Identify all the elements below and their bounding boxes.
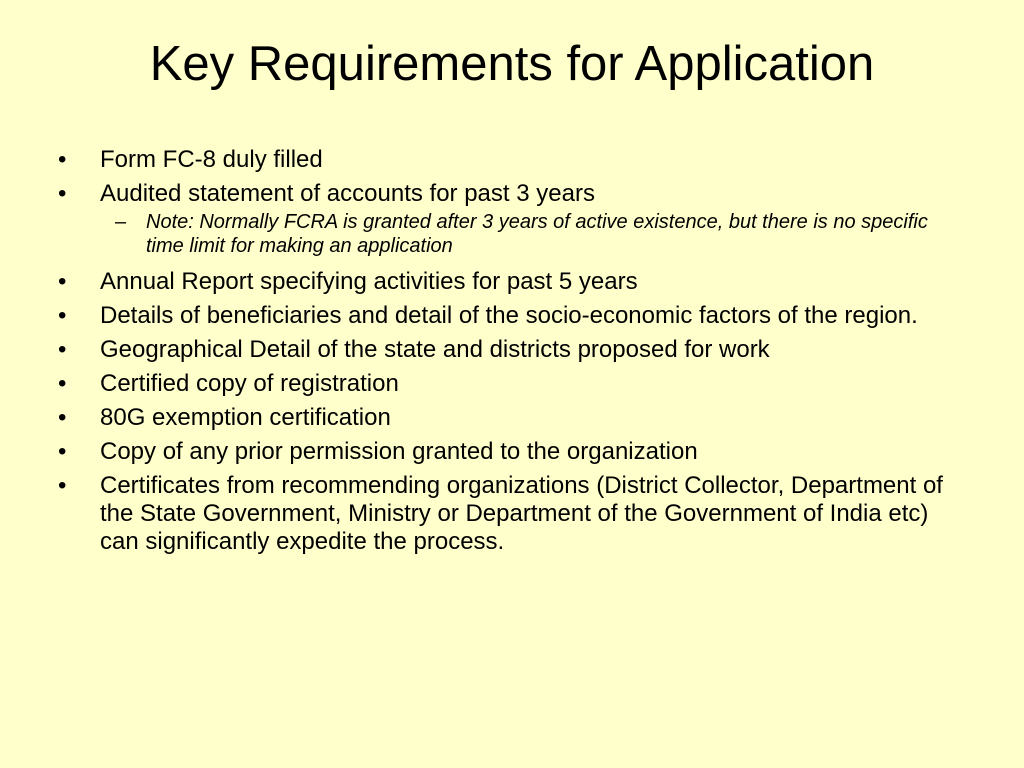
slide-title: Key Requirements for Application xyxy=(149,37,875,91)
bullet-icon: • xyxy=(58,336,67,363)
list-item xyxy=(58,438,968,466)
list-item-text: 80G exemption certification xyxy=(100,404,391,431)
list-item xyxy=(58,180,968,258)
sub-list-item xyxy=(100,210,968,258)
list-item-text: Details of beneficiaries and detail of the socio-economic factors of the region. xyxy=(100,302,918,329)
list-item-text: Certified copy of registration xyxy=(100,370,399,397)
sub-list-item-text: Note: Normally FCRA is granted after 3 years of active existence, but there is no specific time limit for making an application xyxy=(146,211,928,257)
bullet-icon: • xyxy=(58,268,67,295)
bullet-icon: • xyxy=(58,370,67,397)
bullet-icon: • xyxy=(58,146,67,173)
dash-icon: – xyxy=(115,211,127,233)
bullet-icon: • xyxy=(58,404,67,431)
list-item-text: Certificates from recommending organizations (District Collector, Department of the State Government, Ministry or Department of the Government of India etc) can significantly expedite the process. xyxy=(100,472,943,555)
list-item-text: Form FC-8 duly filled xyxy=(100,146,323,173)
list-item-text: Annual Report specifying activities for past 5 years xyxy=(100,268,638,295)
list-item-text: Audited statement of accounts for past 3 years xyxy=(100,180,595,207)
bullet-icon: • xyxy=(58,472,67,499)
list-item xyxy=(58,404,968,432)
list-item-text: Copy of any prior permission granted to the organization xyxy=(100,438,698,465)
list-item-text: Geographical Detail of the state and districts proposed for work xyxy=(100,336,770,363)
sub-list xyxy=(100,210,968,258)
list-item xyxy=(58,472,968,556)
list-item xyxy=(58,370,968,398)
list-item xyxy=(58,302,968,330)
bullet-icon: • xyxy=(58,302,67,329)
requirements-list xyxy=(58,146,968,562)
bullet-icon: • xyxy=(58,180,67,207)
list-item xyxy=(58,146,968,174)
list-item xyxy=(58,268,968,296)
bullet-icon: • xyxy=(58,438,67,465)
list-item xyxy=(58,336,968,364)
